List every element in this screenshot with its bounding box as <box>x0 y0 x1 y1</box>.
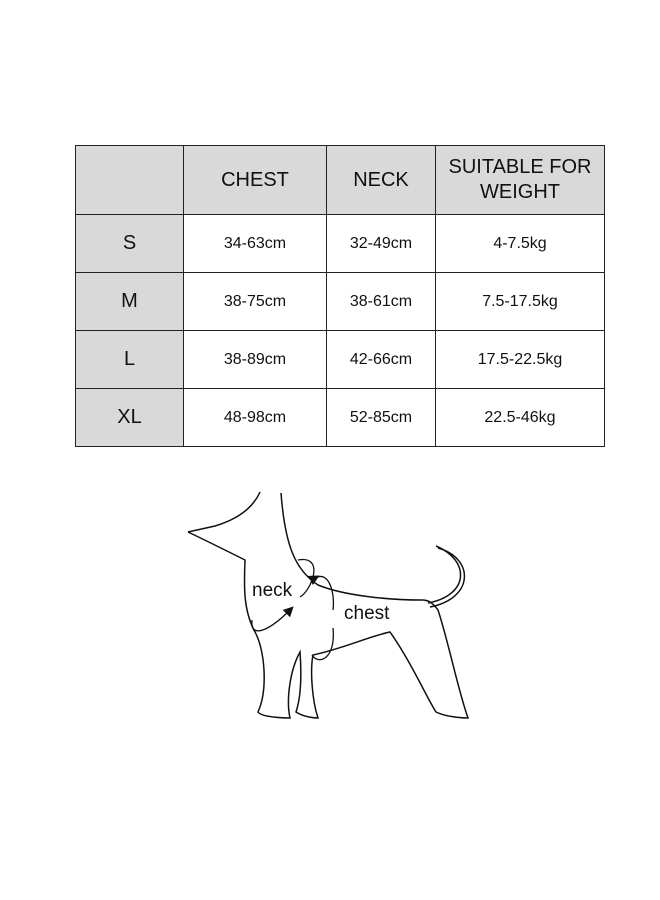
chest-label: chest <box>344 603 390 624</box>
size-cell: L <box>76 331 184 389</box>
weight-cell: 17.5-22.5kg <box>436 331 605 389</box>
chest-cell: 38-89cm <box>184 331 327 389</box>
dog-outline <box>188 492 468 718</box>
chest-cell: 48-98cm <box>184 389 327 447</box>
neck-cell: 42-66cm <box>327 331 436 389</box>
header-chest: CHEST <box>184 146 327 215</box>
header-neck: NECK <box>327 146 436 215</box>
size-cell: M <box>76 273 184 331</box>
chest-cell: 34-63cm <box>184 215 327 273</box>
size-cell: XL <box>76 389 184 447</box>
header-weight: SUITABLE FOR WEIGHT <box>436 146 605 215</box>
neck-cell: 38-61cm <box>327 273 436 331</box>
neck-cell: 32-49cm <box>327 215 436 273</box>
chest-cell: 38-75cm <box>184 273 327 331</box>
size-cell: S <box>76 215 184 273</box>
weight-cell: 4-7.5kg <box>436 215 605 273</box>
weight-cell: 7.5-17.5kg <box>436 273 605 331</box>
neck-cell: 52-85cm <box>327 389 436 447</box>
neck-label: neck <box>252 580 293 601</box>
dog-tail <box>428 546 464 607</box>
weight-cell: 22.5-46kg <box>436 389 605 447</box>
